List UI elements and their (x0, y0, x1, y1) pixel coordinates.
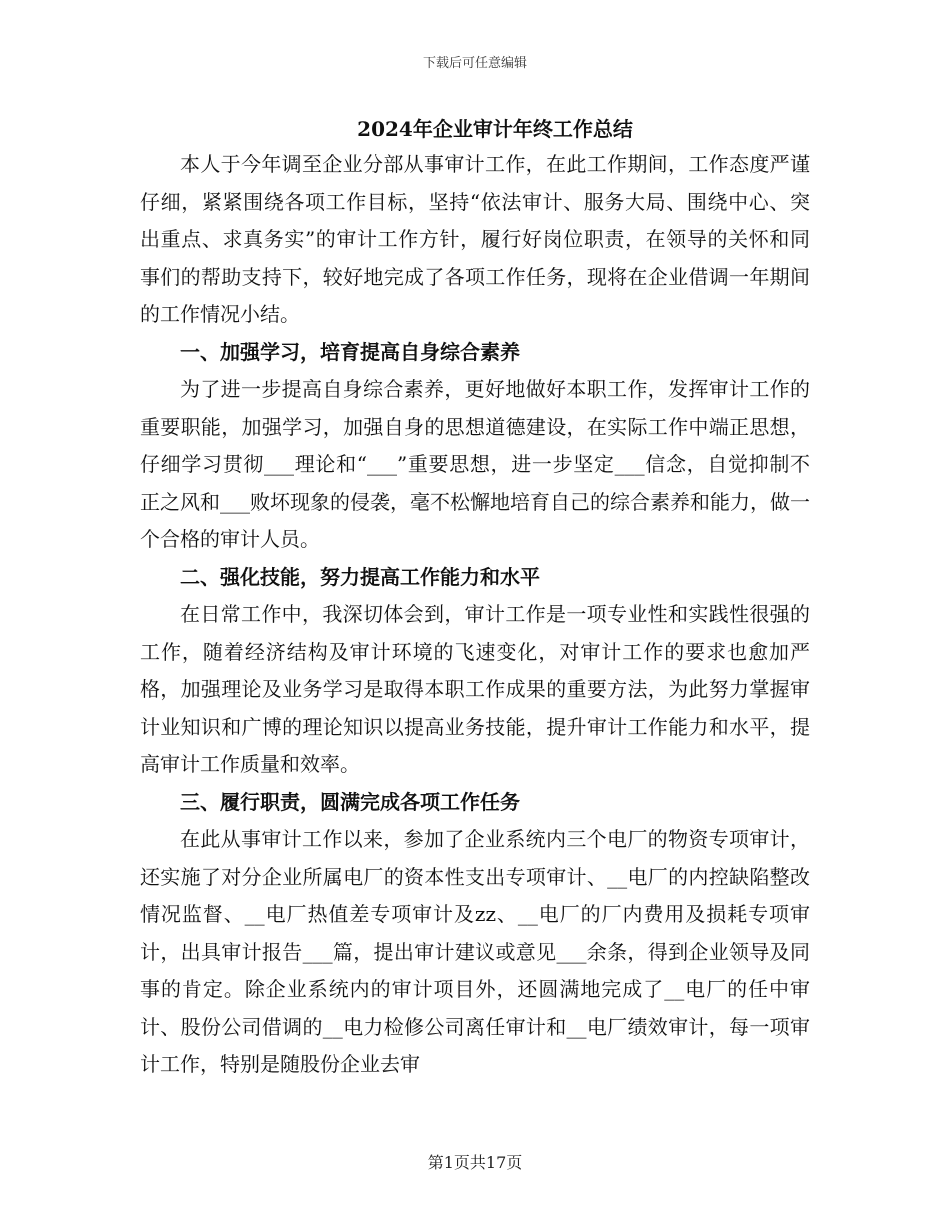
page-footer: 第1页共17页 (427, 1153, 523, 1172)
section-heading-2: 二、强化技能，努力提高工作能力和水平 (180, 564, 540, 589)
section-body-2: 在日常工作中，我深切体会到，审计工作是一项专业性和实践性很强的工作，随着经济结构及审计环境的飞速变化，对审计工作的要求也愈加严格，加强理论及业务学习是取得本职工作成果的重要方法，为此努力掌握审计业知识和广博的理论知识以提高业务技能，提升审计工作能力和水平，提高审计工作质量和效率。 (140, 602, 810, 776)
document-title: 2024年企业审计年终工作总结 (357, 117, 633, 141)
section-heading-1: 一、加强学习，培育提高自身综合素养 (180, 339, 520, 364)
intro-paragraph: 本人于今年调至企业分部从事审计工作，在此工作期间，工作态度严谨仔细，紧紧围绕各项工作目标，坚持“依法审计、服务大局、围绕中心、突出重点、求真务实”的审计工作方针，履行好岗位职责，在领导的关怀和同事们的帮助支持下，较好地完成了各项工作任务，现将在企业借调一年期间的工作情况小结。 (140, 152, 810, 326)
section-body-3: 在此从事审计工作以来，参加了企业系统内三个电厂的物资专项审计，还实施了对分企业所属电厂的资本性支出专项审计、__电厂的内控缺陷整改情况监督、__电厂热值差专项审计及zz、__电厂的厂内费用及损耗专项审计，出具审计报告___篇，提出审计建议或意见___余条，得到企业领导及同事的肯定。除企业系统内的审计项目外，还圆满地完成了__电厂的任中审计、股份公司借调的__电力检修公司离任审计和__电厂绩效审计，每一项审计工作，特别是随股份企业去审 (140, 827, 810, 1076)
header-note: 下载后可任意编辑 (422, 56, 527, 71)
section-body-1: 为了进一步提高自身综合素养，更好地做好本职工作，发挥审计工作的重要职能，加强学习，加强自身的思想道德建设，在实际工作中端正思想，仔细学习贯彻___理论和“___”重要思想，进一步坚定___信念，自觉抑制不正之风和___败坏现象的侵袭，毫不松懈地培育自己的综合素养和能力，做一个合格的审计人员。 (140, 377, 810, 551)
section-heading-3: 三、履行职责，圆满完成各项工作任务 (180, 789, 520, 814)
document-body (140, 112, 810, 1084)
